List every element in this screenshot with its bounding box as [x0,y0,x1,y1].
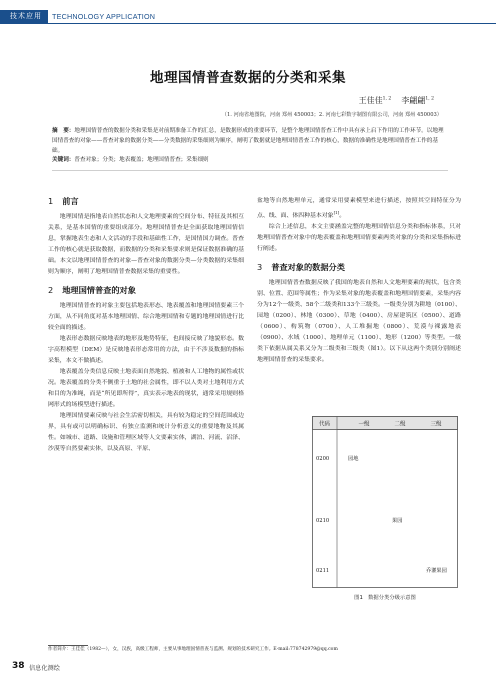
row-label-0211: 乔灌果园 [426,568,447,574]
row-code-0211: 0211 [316,568,330,574]
author-name: 王佳佳 [358,96,383,105]
author-affil-mark: 1, 2 [382,96,392,102]
abstract-label: 摘 要： [52,128,75,134]
author-footnote: 作者简介：王佳佳（1982—），女，汉族，高级工程师，主要从事地理国情普查与监测、规划的技术研究工作。E-mail:778742979@qq.com [48,647,338,652]
page-number: 38 [12,661,25,671]
paper-title: 地理国情普查数据的分类和采集 [150,70,346,86]
figure-header-level2: 二级 [394,421,406,428]
section-header [0,10,155,23]
figure-header-level1: 一级 [358,421,370,428]
figure-header-level3: 三级 [430,421,442,428]
affiliation: （1. 河南省地图院，河南 郑州 450003；2. 河南七彩数字制图有限公司，河南 郑州 450003） [221,112,442,118]
body-paragraph: 综合上述信息，本文主要涵盖完整的地理国情信息分类和指标体系，只对地理国情普查对象中的地表覆盖和地理国情要素两类对象的分类和采集指标进行阐述。 [257,223,461,252]
abstract-text: 地理国情普查的数据分类和采集是对前期准备工作的汇总，是数据形成的重要环节，是整个地理国情普查工作中具有承上启下作用的工作环节。以地理国情普查的对象——普查对象的数据分类——分类数据的采集细则为顺序，阐明了数据就是地理国情普查工作的核心，数据的准确性是地理国情普查工作的基础。 [52,128,444,154]
abstract [52,127,448,156]
body-paragraph: 地理国情要素反映与社会生活密切相关，具有较为稳定的空间范围或边界，具有或可以明确标识、有独立监测和统计分析意义的重要地物及其属性。如城市、道路、设施和管理区域等人文要素实体，湖泊、河流、沼泽、沙漠等自然要素实体，以及高原、平原、 [48,413,244,452]
section-heading: 1 前言 [48,196,79,206]
section-tag-english: TECHNOLOGY APPLICATION [52,12,156,21]
classification-table-graphic [312,416,458,588]
citation-ref[interactable]: [1] [333,210,340,215]
abstract-divider [52,170,448,171]
section-tag: 技术应用 [0,10,48,23]
row-code-0200: 0200 [316,456,330,462]
keywords-label: 关键词： [52,157,75,163]
body-paragraph: 地理国情普查的对象主要包括地表形态、地表覆盖和地理国情要素三个方面，从不同角度对基本地理国情、综合地理国情和专题的地理国情进行比较全面的描述。 [48,303,244,331]
journal-name: 信息化测绘 [29,665,60,672]
keywords-text: 普查对象；分类；地表覆盖；地理国情普查；采集细则 [74,157,209,163]
row-code-0210: 0210 [316,518,330,524]
row-label-0210: 果园 [392,518,403,524]
right-column [257,196,461,366]
author-affil-mark: 1, 2 [425,96,434,102]
keywords [52,156,448,166]
section-heading: 3 普查对象的数据分类 [257,261,345,272]
figure-1 [312,416,458,601]
section-heading: 2 地理国情普查的对象 [48,285,136,295]
body-paragraph: 地理国情普查数据反映了我国的地表自然和人文地理要素的现状，包含类别、位置、范围等属性；作为采集对象的地表覆盖和地理国情要素，采集内容分为12个一级类、58个二级类和133个三级类。一级类分别为耕地（0100）、园地（0200）、林地（0300）、草地（0400）、房屋建筑区（0500）、道路（0600）、构筑物（0700）、人工堆掘地（0800）、荒漠与裸露地表（0900）、水域（1000）、地理单元（1100）、地形（1200）等类型。一级类下依据从属关系又分为二级类和三级类（图1）。以下从这两个类别分别阐述地理国情普查的采集要求。 [257,279,461,363]
body-paragraph: 盆地等自然地理单元，通常采用要素模型来进行描述，按照其空间特征分为点、线、面、体四种基本对象[1]。 [257,198,461,219]
author-line [359,95,434,106]
body-paragraph: 地表形态数据反映地表的地形及地势特征，也间接反映了地貌形态。数字高程模型（DEM）是反映地表形态常用的方法，由于不涉及数据的指标采集，本文不做描述。 [48,336,244,364]
author-name: 李翩翩 [401,96,426,105]
figure-header-code: 代码 [318,421,331,428]
row-label-0200: 园地 [348,456,359,462]
left-column [48,196,244,455]
header-rule [0,23,496,24]
figure-caption: 图1 数据分类分级示意图 [354,595,416,601]
body-paragraph: 地理国情是指地表自然状态和人文地理要素的空间分布、特征及其相互关系，是基本国情的重要组成部分。地理国情普查是全面获取地理国情信息，掌握地表生态和人文活动的手段和基础性工作，是国情国力调查。普查工作的核心就是获取数据，而数据的分类和采集要求则是保证数据准确的基础。本文以地理国情普查的对象—普查对象的数据分类—分类数据的采集细则为顺序，阐明了地理国情普查数据采集的重要性。 [48,214,244,275]
body-paragraph: 地表覆盖分类信息反映土地表面自然地貌、植被和人工地物的属性或状况。地表覆盖的分类不侧重于土地的社会属性，即不以人类对土地利用方式和目的为准绳，而是“所见即所得”，真实表示地表的现状，通常采用规则格网形式的场模型进行描述。 [48,369,244,408]
